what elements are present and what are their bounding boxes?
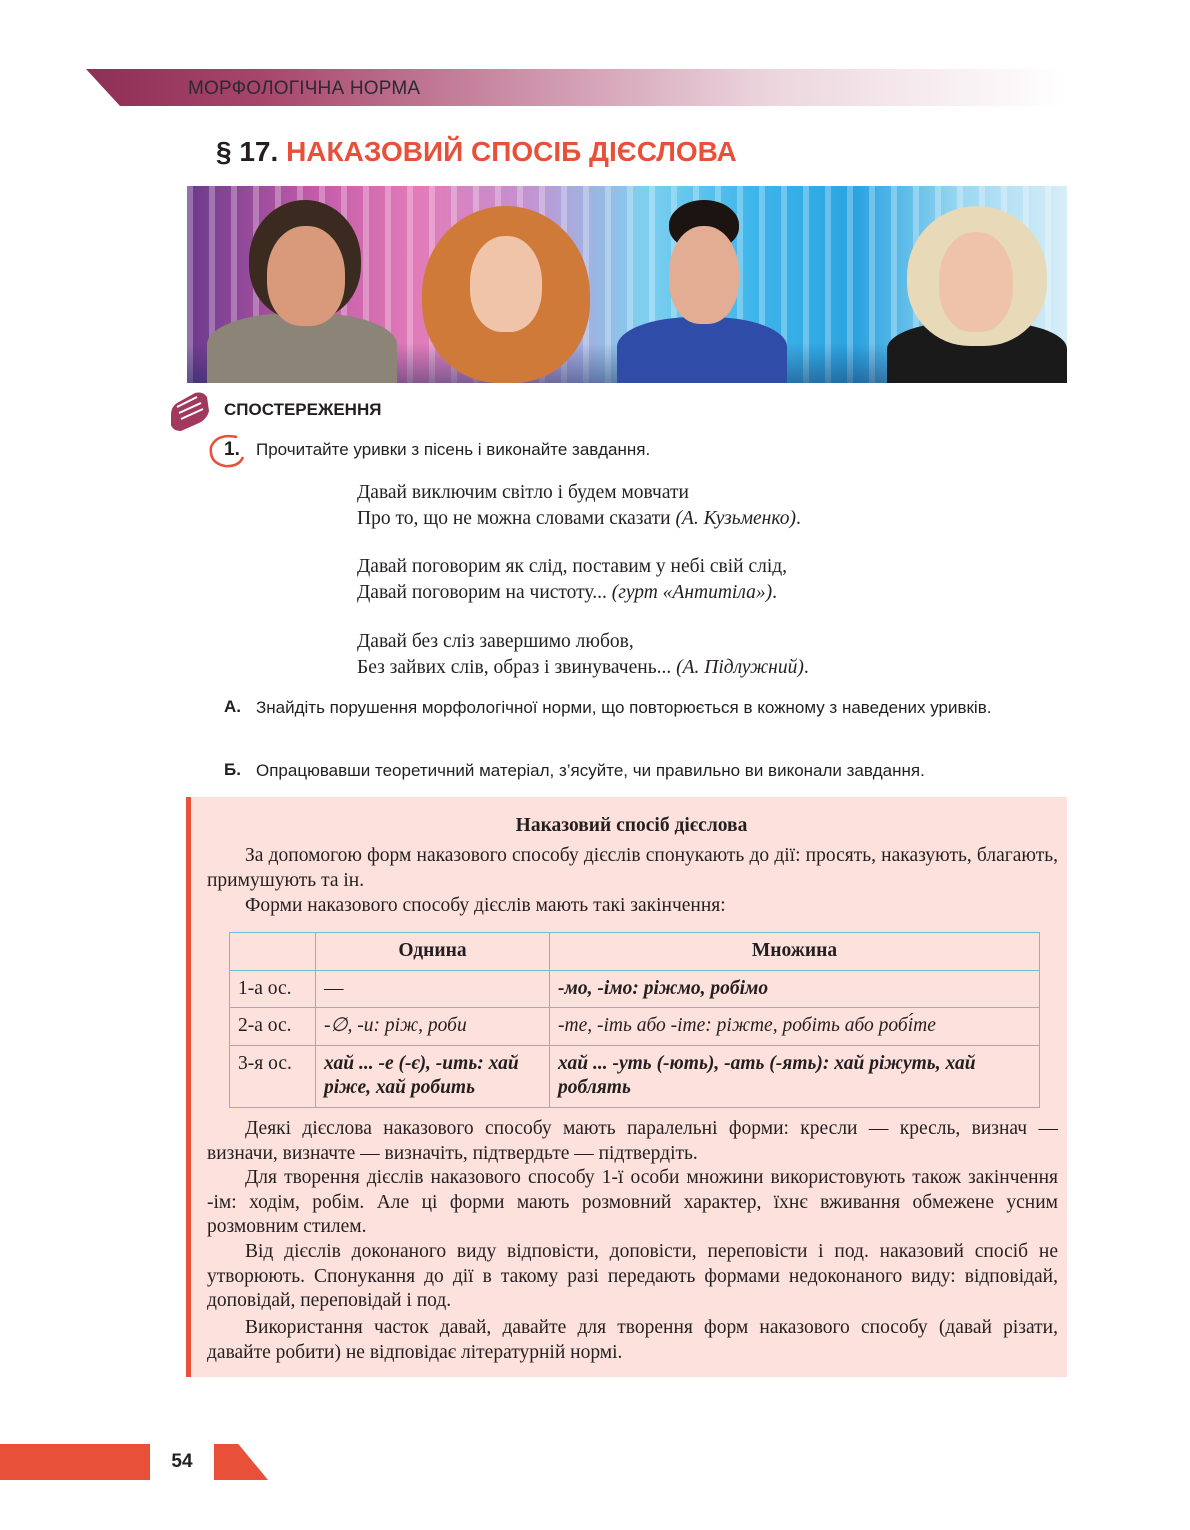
table-cell: -те, -іть або -іте: ріжте, робіть або робі́те	[550, 1008, 1040, 1046]
table-cell: 2-а ос.	[230, 1008, 316, 1046]
table-cell: хай ... -уть (-ють), -ать (-ять): хай ріжуть, хай роблять	[550, 1045, 1040, 1107]
question-text: Знайдіть порушення морфологічної норми, що повторюється в кожному з наведених уривків.	[256, 698, 992, 717]
question-letter: Б.	[224, 760, 241, 779]
poem-line: Давай без сліз завершимо любов,	[357, 631, 634, 652]
observation-heading: СПОСТЕРЕЖЕННЯ	[224, 400, 382, 419]
table-header: Множина	[550, 933, 1040, 971]
poem-stanza	[357, 480, 801, 532]
theory-title: Наказовий спосіб дієслова	[515, 815, 748, 836]
table-header	[230, 933, 316, 971]
table-cell: -мо, -імо: ріжмо, робімо	[550, 970, 1040, 1008]
poem-line: Давай виключим світло і будем мовчати	[357, 482, 689, 503]
page-number: 54	[150, 1444, 214, 1480]
footer-arrow	[214, 1444, 268, 1480]
table-cell: 1-а ос.	[230, 970, 316, 1008]
footer-bar	[0, 1444, 150, 1480]
section-number: § 17.	[216, 136, 279, 167]
poem-source: (А. Підлужний)	[676, 657, 804, 678]
endings-table	[229, 932, 1040, 1108]
table-header: Однина	[316, 933, 550, 971]
question-text: Опрацювавши теоретичний матеріал, з’ясуйте, чи правильно ви виконали завдання.	[256, 761, 925, 780]
task-number: 1.	[224, 439, 240, 460]
table-cell: —	[316, 970, 550, 1008]
task-text: Прочитайте уривки з пісень і виконайте завдання.	[256, 440, 651, 459]
section-title	[216, 136, 737, 168]
singers-photo	[187, 186, 1067, 383]
table-row	[230, 1008, 1040, 1046]
chapter-title: МОРФОЛОГІЧНА НОРМА	[188, 78, 421, 99]
poem-source: (А. Кузьменко)	[675, 508, 796, 529]
poem-line: Давай поговорим як слід, поставим у небі свій слід,	[357, 556, 788, 577]
section-name: НАКАЗОВИЙ СПОСІБ ДІЄСЛОВА	[286, 136, 737, 167]
table-row	[230, 970, 1040, 1008]
table-cell: -∅, -и: ріж, роби	[316, 1008, 550, 1046]
theory-box	[186, 797, 1067, 1377]
theory-paragraph: Деякі дієслова наказового способу мають паралельні форми: кресли — кресль, визнач — визначи, визначте — визначіть, підтвердьте — підтвердіть.	[207, 1118, 1058, 1164]
theory-paragraph: Форми наказового способу дієслів мають такі закінчення:	[245, 895, 726, 916]
poem-stanza	[357, 629, 809, 681]
poem-source: (гурт «Антитіла»)	[611, 582, 773, 603]
theory-paragraph: Використання часток давай, давайте для творення форм наказового способу (давай різати, давайте робити) не відповідає літературній нормі.	[207, 1317, 1058, 1363]
theory-paragraph: Від дієслів доконаного виду відповісти, доповісти, переповісти і под. наказовий спосіб не утворюють. Спонукання до дії в такому разі передають формами недоконаного виду: відповідай, доповідай, переповідай і под.	[207, 1241, 1058, 1311]
table-row	[230, 1045, 1040, 1107]
poem-line: Про то, що не можна словами сказати (А. Кузьменко).	[357, 508, 801, 529]
poem-stanza	[357, 554, 787, 606]
theory-paragraph: За допомогою форм наказового способу дієслів спонукають до дії: просять, наказують, благають, примушують та ін.	[207, 845, 1058, 891]
poem-line: Без зайвих слів, образ і звинувачень... (А. Підлужний).	[357, 657, 809, 678]
table-cell: хай ... -е (-є), -ить: хай ріже, хай робить	[316, 1045, 550, 1107]
theory-paragraph: Для творення дієслів наказового способу 1-ї особи множини використовують також закінчення -ім: ходім, робім. Але ці форми мають розмовний характер, їхнє вживання обмежене усним розмовним стилем.	[207, 1167, 1058, 1237]
question-letter: А.	[224, 697, 241, 716]
poem-line: Давай поговорим на чистоту... (гурт «Антитіла»).	[357, 582, 777, 603]
book-icon	[167, 385, 213, 433]
table-cell: 3-я ос.	[230, 1045, 316, 1107]
